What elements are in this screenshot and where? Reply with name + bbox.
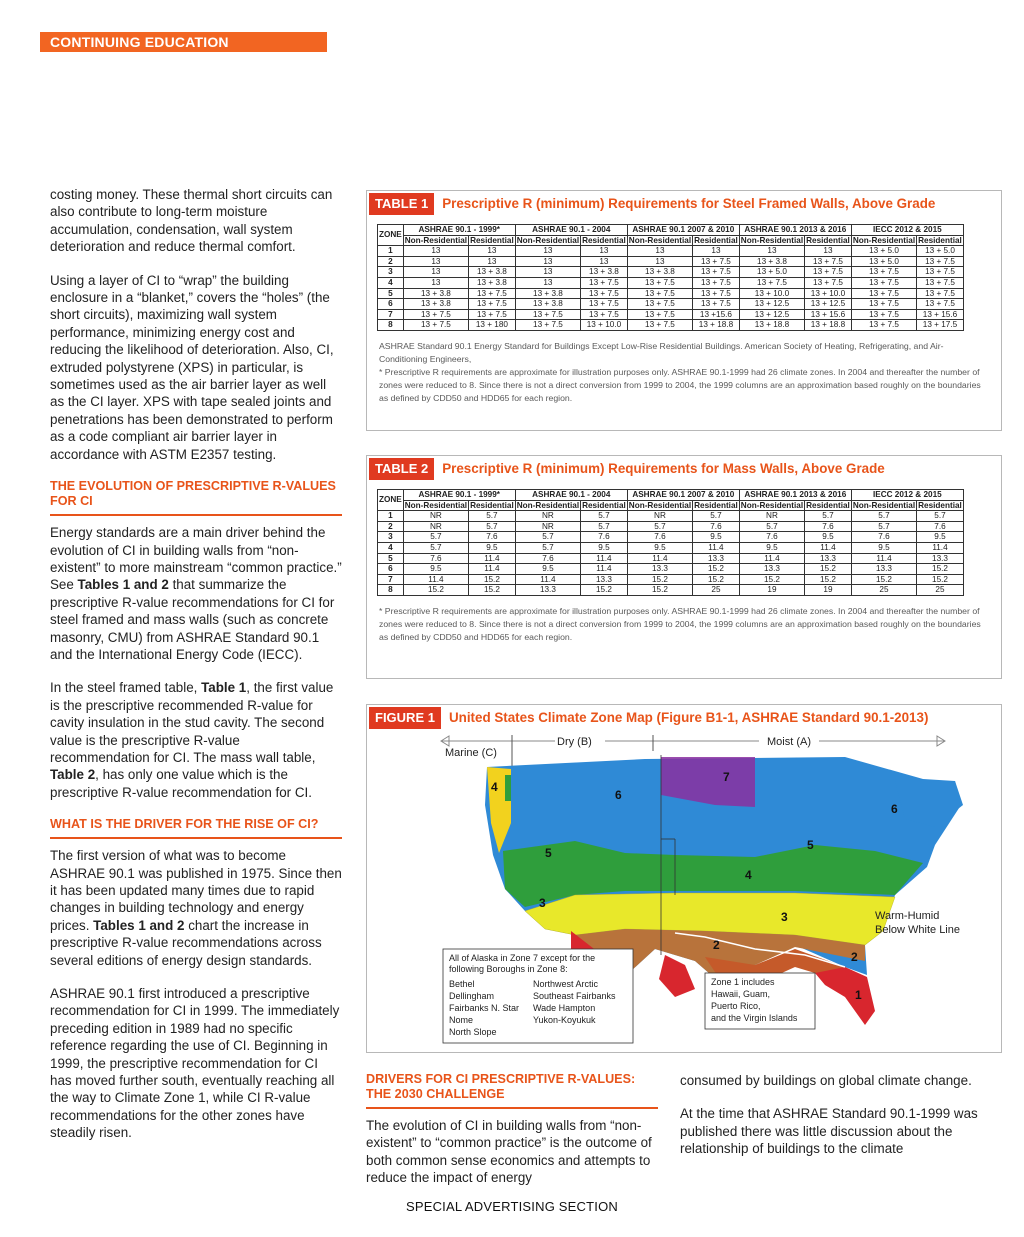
zone-cell: 2: [378, 256, 404, 267]
zone-cell: 4: [378, 542, 404, 553]
table2: [377, 489, 964, 596]
residential-header: Residential: [918, 235, 962, 245]
value-cell: 7.6: [805, 521, 852, 532]
value-cell: 5.7: [515, 542, 580, 553]
table-row: [378, 553, 964, 564]
value-cell: 13 + 7.5: [693, 277, 740, 288]
value-cell: 7.6: [403, 553, 468, 564]
zone-number: 5: [545, 846, 552, 860]
table2-title: Prescriptive R (minimum) Requirements for Mass Walls, Above Grade: [442, 461, 885, 476]
value-cell: 13: [515, 246, 580, 257]
value-cell: 11.4: [805, 542, 852, 553]
value-cell: NR: [627, 511, 692, 522]
marine-label: Marine (C): [445, 747, 497, 759]
value-cell: 15.2: [469, 574, 516, 585]
table-row: [378, 574, 964, 585]
table1-box: [366, 190, 1002, 431]
value-cell: 13 + 7.5: [805, 267, 852, 278]
nonresidential-header: Non-Residential: [852, 500, 916, 510]
banner-label: CONTINUING EDUCATION: [50, 34, 229, 50]
value-cell: NR: [403, 521, 468, 532]
zone1-note: and the Virgin Islands: [711, 1013, 798, 1023]
value-cell: 5.7: [581, 511, 628, 522]
borough: Fairbanks N. Star: [449, 1003, 520, 1013]
value-cell: 11.4: [581, 553, 628, 564]
moist-label: Moist (A): [767, 736, 811, 748]
group-header: ASHRAE 90.1 2013 & 2016: [739, 490, 851, 501]
table-row: [378, 320, 964, 331]
value-cell: 13 + 7.5: [805, 256, 852, 267]
value-cell: 15.2: [627, 585, 692, 596]
paragraph: consumed by buildings on global climate change.: [680, 1073, 972, 1088]
value-cell: 11.4: [581, 564, 628, 575]
value-cell: 13 + 18.8: [739, 320, 804, 331]
value-cell: 13: [739, 246, 804, 257]
table-row: [378, 542, 964, 553]
borough: Nome: [449, 1015, 474, 1025]
value-cell: 5.7: [469, 521, 516, 532]
zone-number: 1: [855, 988, 862, 1002]
section-heading: WHAT IS THE DRIVER FOR THE RISE OF CI?: [50, 817, 342, 839]
value-cell: 13 + 3.8: [469, 277, 516, 288]
value-cell: 13 +15.6: [693, 309, 740, 320]
zone-number: 2: [713, 938, 720, 952]
value-cell: 13: [469, 256, 516, 267]
value-cell: 13: [805, 246, 852, 257]
value-cell: 13.3: [515, 585, 580, 596]
value-cell: 7.6: [693, 521, 740, 532]
zone-cell: 2: [378, 521, 404, 532]
value-cell: 13 + 7.5: [627, 277, 692, 288]
value-cell: 13 + 3.8: [403, 299, 468, 310]
value-cell: 13: [515, 277, 580, 288]
zone-number: 2: [851, 950, 858, 964]
value-cell: 9.5: [403, 564, 468, 575]
zone-number: 3: [539, 896, 546, 910]
table-row: [378, 564, 964, 575]
value-cell: 13 + 5.0: [739, 267, 804, 278]
residential-header: Residential: [806, 500, 850, 510]
residential-header: Residential: [694, 500, 738, 510]
value-cell: 13 + 7.5: [917, 277, 964, 288]
borough: Northwest Arctic: [533, 979, 599, 989]
borough: Southeast Fairbanks: [533, 991, 616, 1001]
value-cell: 11.4: [917, 542, 964, 553]
group-header: ASHRAE 90.1 2013 & 2016: [739, 225, 851, 236]
value-cell: 5.7: [805, 511, 852, 522]
zone-cell: 7: [378, 574, 404, 585]
paragraph: At the time that ASHRAE Standard 90.1-1999 was published there was little discussion about the relationship of buildings to the climate: [680, 1106, 978, 1157]
table-row: [378, 267, 964, 278]
value-cell: 5.7: [917, 511, 964, 522]
value-cell: 15.2: [739, 574, 804, 585]
paragraph: ASHRAE 90.1 first introduced a prescriptive recommendation for CI in 1999. The immediately preceding edition in 1989 had no specific reference regarding the use of CI. Beginning in 1999, the prescriptive recommendation for CI has moved further south, eventually reaching all the way to Climate Zone 1, while CI R-value recommendations for the other zones have steadily risen.: [50, 986, 340, 1141]
zone-cell: 8: [378, 320, 404, 331]
value-cell: 13: [515, 267, 580, 278]
value-cell: 13 + 5.0: [851, 256, 916, 267]
value-cell: 13 + 7.5: [917, 288, 964, 299]
table1: [377, 224, 964, 331]
value-cell: 13 + 7.5: [403, 320, 468, 331]
value-cell: 5.7: [403, 542, 468, 553]
value-cell: 13: [627, 256, 692, 267]
value-cell: 13 + 7.5: [917, 267, 964, 278]
zone-number: 5: [807, 838, 814, 852]
value-cell: 13 + 7.5: [627, 299, 692, 310]
table-row: [378, 511, 964, 522]
value-cell: 7.6: [851, 532, 916, 543]
value-cell: 15.2: [693, 574, 740, 585]
value-cell: 13.3: [581, 574, 628, 585]
table-row: [378, 246, 964, 257]
borough: Dellingham: [449, 991, 495, 1001]
zone1-note: Puerto Rico,: [711, 1001, 761, 1011]
group-header: ASHRAE 90.1 2007 & 2010: [627, 490, 739, 501]
value-cell: 11.4: [739, 553, 804, 564]
value-cell: 13 + 180: [469, 320, 516, 331]
group-header: ASHRAE 90.1 - 1999*: [403, 490, 515, 501]
value-cell: 13 + 3.8: [515, 288, 580, 299]
value-cell: 9.5: [917, 532, 964, 543]
nonresidential-header: Non-Residential: [404, 500, 468, 510]
value-cell: 13 + 7.5: [515, 320, 580, 331]
zone-cell: 4: [378, 277, 404, 288]
value-cell: 15.2: [581, 585, 628, 596]
value-cell: 13 + 7.5: [693, 256, 740, 267]
value-cell: 13: [403, 277, 468, 288]
value-cell: 13: [627, 246, 692, 257]
alaska-note: following Boroughs in Zone 8:: [449, 964, 568, 974]
value-cell: 13 + 7.5: [917, 299, 964, 310]
dry-label: Dry (B): [557, 736, 592, 748]
footer: SPECIAL ADVERTISING SECTION: [405, 1199, 618, 1214]
value-cell: 13 + 10.0: [581, 320, 628, 331]
climate-zone-map: [375, 735, 993, 1057]
value-cell: 13: [403, 256, 468, 267]
zone-cell: 1: [378, 511, 404, 522]
value-cell: NR: [403, 511, 468, 522]
value-cell: 13: [403, 246, 468, 257]
value-cell: 11.4: [515, 574, 580, 585]
value-cell: 19: [805, 585, 852, 596]
value-cell: 13 + 7.5: [693, 267, 740, 278]
value-cell: 13 + 7.5: [851, 277, 916, 288]
table1-title: Prescriptive R (minimum) Requirements for Steel Framed Walls, Above Grade: [442, 196, 936, 211]
value-cell: 13.3: [627, 564, 692, 575]
value-cell: 13 + 10.0: [805, 288, 852, 299]
value-cell: 13 + 3.8: [403, 288, 468, 299]
value-cell: 15.2: [805, 574, 852, 585]
value-cell: 5.7: [627, 521, 692, 532]
zone-cell: 3: [378, 267, 404, 278]
section-heading: THE EVOLUTION OF PRESCRIPTIVE R-VALUES FOR CI: [50, 479, 342, 516]
value-cell: 13.3: [693, 553, 740, 564]
zone-number: 4: [745, 868, 752, 882]
value-cell: 9.5: [805, 532, 852, 543]
value-cell: 7.6: [739, 532, 804, 543]
zone-header: ZONE: [378, 225, 404, 246]
value-cell: NR: [515, 521, 580, 532]
value-cell: 5.7: [693, 511, 740, 522]
zone-cell: 7: [378, 309, 404, 320]
value-cell: 15.2: [693, 564, 740, 575]
value-cell: 5.7: [515, 532, 580, 543]
value-cell: 13 + 7.5: [851, 267, 916, 278]
value-cell: NR: [739, 511, 804, 522]
paragraph: The first version of what was to become ASHRAE 90.1 was published in 1975. Since then it has been updated many times due to rapid changes in building technology and energy prices. Tables 1 and 2 chart the increase in prescriptive R-value recommendations across several editions of energy design standards.: [50, 848, 342, 968]
group-header: IECC 2012 & 2015: [851, 490, 963, 501]
value-cell: 13.3: [739, 564, 804, 575]
zone-cell: 8: [378, 585, 404, 596]
alaska-note: All of Alaska in Zone 7 except for the: [449, 953, 596, 963]
group-header: ASHRAE 90.1 - 2004: [515, 490, 627, 501]
nonresidential-header: Non-Residential: [628, 500, 692, 510]
value-cell: 13 + 7.5: [851, 320, 916, 331]
value-cell: 9.5: [627, 542, 692, 553]
value-cell: 13 + 7.5: [469, 299, 516, 310]
value-cell: 13 + 17.5: [917, 320, 964, 331]
paragraph: costing money. These thermal short circuits can also contribute to long-term moisture accumulation, condensation, wall system deterioration and reduce thermal comfort.: [50, 187, 333, 255]
value-cell: 13 + 12.5: [739, 309, 804, 320]
value-cell: 7.6: [581, 532, 628, 543]
value-cell: 13 + 7.5: [917, 256, 964, 267]
table2-tag: TABLE 2: [369, 458, 434, 480]
borough: Wade Hampton: [533, 1003, 596, 1013]
left-column: [50, 186, 342, 1158]
zone-number: 3: [781, 910, 788, 924]
nonresidential-header: Non-Residential: [740, 500, 804, 510]
value-cell: 13 + 7.5: [627, 288, 692, 299]
value-cell: 5.7: [851, 511, 916, 522]
value-cell: 11.4: [469, 564, 516, 575]
paragraph: In the steel framed table, Table 1, the first value is the prescriptive recommended R-value for cavity insulation in the stud cavity. The second value is the prescriptive R-value recommendation for CI. The mass wall table, Table 2, has only one value which is the prescriptive R-value recommendation for CI.: [50, 680, 334, 800]
value-cell: 13 + 7.5: [693, 299, 740, 310]
value-cell: 13 + 7.5: [805, 277, 852, 288]
value-cell: 13.3: [805, 553, 852, 564]
zone-cell: 5: [378, 288, 404, 299]
zone-cell: 5: [378, 553, 404, 564]
value-cell: 13 + 3.8: [739, 256, 804, 267]
nonresidential-header: Non-Residential: [628, 235, 692, 245]
value-cell: 15.2: [917, 564, 964, 575]
value-cell: 15.2: [917, 574, 964, 585]
table1-tag: TABLE 1: [369, 193, 434, 215]
value-cell: 5.7: [739, 521, 804, 532]
nonresidential-header: Non-Residential: [740, 235, 804, 245]
residential-header: Residential: [806, 235, 850, 245]
value-cell: 7.6: [469, 532, 516, 543]
value-cell: 13 + 10.0: [739, 288, 804, 299]
zone-cell: 1: [378, 246, 404, 257]
table-row: [378, 277, 964, 288]
zone-number: 7: [723, 770, 730, 784]
table-row: [378, 309, 964, 320]
value-cell: 13 + 7.5: [581, 277, 628, 288]
value-cell: 15.2: [469, 585, 516, 596]
value-cell: 13 + 18.8: [693, 320, 740, 331]
borough: North Slope: [449, 1027, 497, 1037]
zone-cell: 6: [378, 299, 404, 310]
figure1-box: [366, 704, 1002, 1053]
residential-header: Residential: [582, 235, 626, 245]
value-cell: 7.6: [515, 553, 580, 564]
value-cell: 13 + 7.5: [693, 288, 740, 299]
value-cell: 13: [403, 267, 468, 278]
value-cell: 13.3: [851, 564, 916, 575]
value-cell: 13 + 7.5: [739, 277, 804, 288]
value-cell: 19: [739, 585, 804, 596]
paragraph: Using a layer of CI to “wrap” the building enclosure in a “blanket,” covers the “holes” (the short circuits), maximizing wall system performance, minimizing energy cost and reducing the likelihood of deterioration. Also, CI, extruded polystyrene (XPS) in particular, is sometimes used as the air barrier layer as well as the CI layer. XPS with tape sealed joints and penetrations has been demonstrated to perform as a code compliant air barrier layer in accordance with ASTM E2357 testing.: [50, 272, 334, 462]
value-cell: 15.2: [851, 574, 916, 585]
value-cell: 13 + 12.5: [805, 299, 852, 310]
value-cell: 11.4: [693, 542, 740, 553]
value-cell: 5.7: [851, 521, 916, 532]
value-cell: 13 + 7.5: [581, 309, 628, 320]
section-heading: DRIVERS FOR CI PRESCRIPTIVE R-VALUES: THE 2030 CHALLENGE: [366, 1072, 658, 1109]
bottom-left-column: [366, 1072, 658, 1203]
nonresidential-header: Non-Residential: [516, 235, 580, 245]
value-cell: 5.7: [581, 521, 628, 532]
group-header: ASHRAE 90.1 - 1999*: [403, 225, 515, 236]
residential-header: Residential: [470, 500, 514, 510]
value-cell: NR: [515, 511, 580, 522]
warm-humid-label: Warm-Humid: [875, 910, 940, 922]
value-cell: 13 + 5.0: [917, 246, 964, 257]
value-cell: 25: [851, 585, 916, 596]
zone-cell: 3: [378, 532, 404, 543]
value-cell: 13 + 7.5: [627, 309, 692, 320]
figure1-title: United States Climate Zone Map (Figure B1-1, ASHRAE Standard 90.1-2013): [448, 710, 929, 725]
value-cell: 13: [581, 256, 628, 267]
table2-box: [366, 455, 1002, 679]
section-banner: [40, 32, 327, 52]
warm-humid-label: Below White Line: [875, 924, 960, 936]
group-header: ASHRAE 90.1 2007 & 2010: [627, 225, 739, 236]
value-cell: 5.7: [469, 511, 516, 522]
paragraph: The evolution of CI in building walls from “non-existent” to “common practice” is the outcome of both common sense economics and attempts to reduce the impact of energy: [366, 1118, 652, 1186]
value-cell: 25: [693, 585, 740, 596]
value-cell: 13: [469, 246, 516, 257]
value-cell: 15.2: [627, 574, 692, 585]
group-header: ASHRAE 90.1 - 2004: [515, 225, 627, 236]
value-cell: 11.4: [851, 553, 916, 564]
value-cell: 13 + 7.5: [581, 288, 628, 299]
residential-header: Residential: [918, 500, 962, 510]
borough: Yukon-Koyukuk: [533, 1015, 596, 1025]
value-cell: 13 + 7.5: [515, 309, 580, 320]
figure1-tag: FIGURE 1: [369, 707, 441, 729]
value-cell: 13 + 7.5: [469, 309, 516, 320]
value-cell: 13 + 3.8: [515, 299, 580, 310]
value-cell: 13 + 7.5: [851, 299, 916, 310]
value-cell: 13 + 3.8: [627, 267, 692, 278]
value-cell: 13: [515, 256, 580, 267]
value-cell: 9.5: [581, 542, 628, 553]
value-cell: 9.5: [739, 542, 804, 553]
value-cell: 7.6: [917, 521, 964, 532]
value-cell: 13.3: [917, 553, 964, 564]
value-cell: 9.5: [469, 542, 516, 553]
zone-number: 6: [615, 788, 622, 802]
table-row: [378, 585, 964, 596]
value-cell: 13 + 3.8: [581, 267, 628, 278]
paragraph: Energy standards are a main driver behind the evolution of CI in building walls from “non-existent” to more mainstream “common practice.” See Tables 1 and 2 that summarize the prescriptive R-value recommendations for CI for steel framed and mass walls (such as concrete masonry, CMU) from ASHRAE Standard 90.1 and the International Energy Code (IECC).: [50, 525, 342, 662]
table-row: [378, 288, 964, 299]
value-cell: 13 + 7.5: [403, 309, 468, 320]
value-cell: 9.5: [515, 564, 580, 575]
value-cell: 9.5: [693, 532, 740, 543]
nonresidential-header: Non-Residential: [404, 235, 468, 245]
borough: Bethel: [449, 979, 475, 989]
residential-header: Residential: [582, 500, 626, 510]
value-cell: 13 + 7.5: [851, 309, 916, 320]
value-cell: 11.4: [627, 553, 692, 564]
value-cell: 15.2: [403, 585, 468, 596]
value-cell: 13 + 7.5: [627, 320, 692, 331]
value-cell: 15.2: [805, 564, 852, 575]
value-cell: 5.7: [403, 532, 468, 543]
value-cell: 13 + 3.8: [469, 267, 516, 278]
zone-number: 6: [891, 802, 898, 816]
value-cell: 13: [581, 246, 628, 257]
value-cell: 13 + 18.8: [805, 320, 852, 331]
zone-number: 4: [491, 780, 498, 794]
table-row: [378, 256, 964, 267]
zone1-note: Hawaii, Guam,: [711, 989, 771, 999]
zone-cell: 6: [378, 564, 404, 575]
zone1-note: Zone 1 includes: [711, 977, 775, 987]
value-cell: 13: [693, 246, 740, 257]
value-cell: 25: [917, 585, 964, 596]
residential-header: Residential: [694, 235, 738, 245]
table1-note: ASHRAE Standard 90.1 Energy Standard for Buildings Except Low-Rise Residential Buildings. American Society of Heating, Refrigerating, and Air-Conditioning Engineers, * Prescriptive R requirements are approximate for illustration purposes only. ASHRAE 90.1-1999 had 26 climate zones. In 2004 and thereafter the number of zones were reduced to 8. Since there is not a direct conversion from 1999 to 2004, the 1999 columns are an approximation based roughly on the boundaries as defined by CDD50 and HDD65 for each region.: [379, 340, 981, 403]
table2-note: * Prescriptive R requirements are approximate for illustration purposes only. ASHRAE 90.1-1999 had 26 climate zones. In 2004 and thereafter the number of zones were reduced to 8. Since there is not a direct conversion from 1999 to 2004, the 1999 columns are an approximation based roughly on the boundaries as defined by CDD50 and HDD65 for each region.: [379, 605, 981, 642]
value-cell: 13 + 7.5: [581, 299, 628, 310]
zone-header: ZONE: [378, 490, 404, 511]
group-header: IECC 2012 & 2015: [851, 225, 963, 236]
residential-header: Residential: [470, 235, 514, 245]
value-cell: 11.4: [403, 574, 468, 585]
value-cell: 13 + 12.5: [739, 299, 804, 310]
value-cell: 13 + 15.6: [805, 309, 852, 320]
value-cell: 11.4: [469, 553, 516, 564]
nonresidential-header: Non-Residential: [852, 235, 916, 245]
value-cell: 13 + 15.6: [917, 309, 964, 320]
value-cell: 9.5: [851, 542, 916, 553]
nonresidential-header: Non-Residential: [516, 500, 580, 510]
bottom-right-column: [680, 1072, 980, 1174]
value-cell: 13 + 5.0: [851, 246, 916, 257]
value-cell: 13 + 7.5: [469, 288, 516, 299]
value-cell: 13 + 7.5: [851, 288, 916, 299]
table-row: [378, 532, 964, 543]
value-cell: 7.6: [627, 532, 692, 543]
table-row: [378, 521, 964, 532]
table-row: [378, 299, 964, 310]
